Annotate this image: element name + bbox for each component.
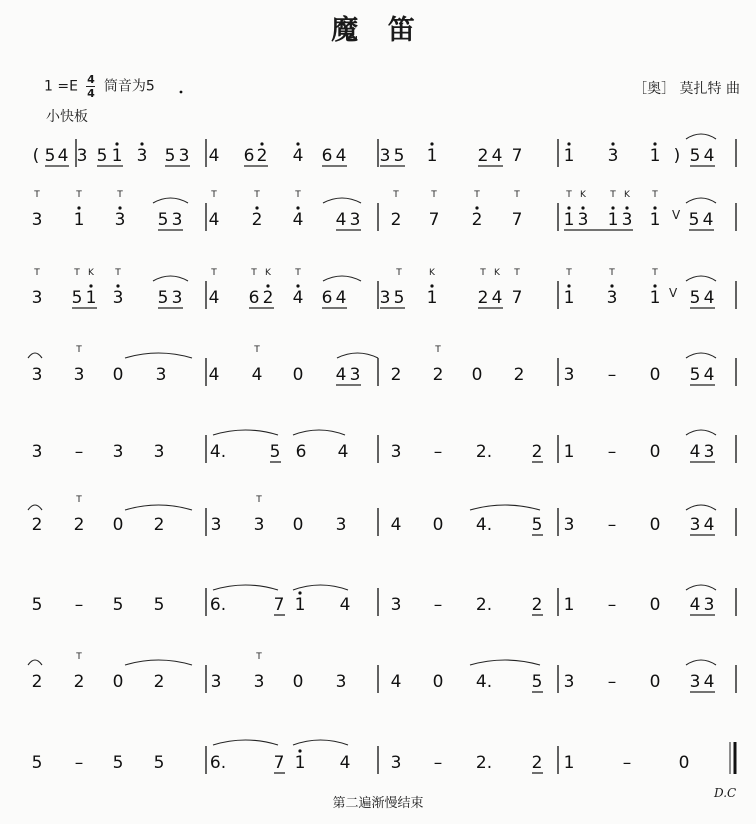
slur [28, 353, 42, 358]
technique-mark: T [435, 345, 441, 355]
octave-dot [581, 206, 584, 209]
technique-mark: T [76, 345, 82, 355]
technique-mark: T [566, 190, 572, 200]
note: 3 [136, 146, 148, 166]
technique-mark: T [251, 268, 257, 278]
note: 3 [335, 515, 347, 535]
technique-mark: T [211, 190, 217, 200]
technique-mark: T [480, 268, 486, 278]
note: 3 [607, 146, 619, 166]
slur [686, 430, 716, 435]
technique-mark: K [494, 268, 500, 278]
note: – [622, 753, 632, 773]
note: 2 [153, 515, 165, 535]
note: – [433, 442, 443, 462]
technique-mark: T [76, 190, 82, 200]
note: 3 [621, 210, 633, 230]
slur [323, 198, 361, 203]
note: 4 [339, 753, 351, 773]
note: 5 [153, 595, 165, 615]
slur [686, 353, 716, 358]
note: 5 [112, 753, 124, 773]
technique-mark: T [256, 652, 262, 662]
note: – [433, 753, 443, 773]
octave-dot [625, 206, 628, 209]
tempo-marking: 小快板 [46, 109, 88, 125]
octave-dot [115, 142, 118, 145]
note: 1 [607, 210, 619, 230]
note: 2 [262, 288, 274, 308]
note: – [74, 753, 84, 773]
technique-mark: T [295, 190, 301, 200]
technique-mark: T [474, 190, 480, 200]
note: 3 [563, 515, 575, 535]
slur [28, 505, 42, 510]
note: 7 [511, 210, 523, 230]
note: 1 [649, 146, 661, 166]
slur [153, 198, 188, 203]
note: 0 [649, 515, 661, 535]
note: – [607, 365, 617, 385]
slur [337, 353, 378, 358]
note: 2 [73, 515, 85, 535]
note: 0 [471, 365, 483, 385]
note: 5 [157, 288, 169, 308]
note: 3 [31, 442, 43, 462]
note: 4 [208, 365, 220, 385]
slur [686, 198, 716, 203]
note: ( [32, 146, 40, 166]
page-title: 魔 笛 [331, 15, 425, 46]
slur [686, 585, 716, 590]
note: 3 [253, 672, 265, 692]
note: 1 [426, 146, 438, 166]
slur [293, 585, 348, 590]
octave-dot [653, 142, 656, 145]
low-octave-dot [180, 91, 183, 94]
note: 3 [112, 442, 124, 462]
note: 4 [208, 288, 220, 308]
note: 3 [349, 365, 361, 385]
octave-dot [475, 206, 478, 209]
technique-mark: T [431, 190, 437, 200]
note: 0 [292, 515, 304, 535]
note: 3 [171, 288, 183, 308]
note: 1 [649, 210, 661, 230]
note: 5 [31, 595, 43, 615]
note: 5 [112, 595, 124, 615]
note: 5 [689, 288, 701, 308]
note: 6 [321, 146, 333, 166]
octave-dot [298, 591, 301, 594]
note: 1 [563, 595, 575, 615]
octave-dot [118, 206, 121, 209]
note: 5 [688, 210, 700, 230]
note: 4. [475, 515, 493, 535]
note: – [74, 595, 84, 615]
note: 1 [73, 210, 85, 230]
note: 4 [702, 210, 714, 230]
octave-dot [140, 142, 143, 145]
note: 3 [31, 365, 43, 385]
note: 3 [112, 288, 124, 308]
note: 5 [157, 210, 169, 230]
note: 3 [577, 210, 589, 230]
note: 3 [606, 288, 618, 308]
note: 5 [689, 365, 701, 385]
note: 4 [335, 146, 347, 166]
note: – [74, 442, 84, 462]
note: 1 [563, 753, 575, 773]
note: 4 [335, 365, 347, 385]
note: 1 [649, 288, 661, 308]
note: ) [673, 146, 681, 166]
note: 6 [248, 288, 260, 308]
note: 7 [428, 210, 440, 230]
note: 0 [678, 753, 690, 773]
note: 4 [703, 515, 715, 535]
fingering-note: 筒音为 [103, 78, 146, 95]
note: 2 [477, 146, 489, 166]
footer-instruction: 第二遍渐慢结束 [332, 796, 424, 811]
technique-mark: T [295, 268, 301, 278]
slur [213, 585, 278, 590]
octave-dot [296, 284, 299, 287]
octave-dot [611, 206, 614, 209]
note: 3 [31, 288, 43, 308]
note: 2. [475, 753, 493, 773]
note: 7 [511, 146, 523, 166]
octave-dot [116, 284, 119, 287]
note: 2 [432, 365, 444, 385]
note: 4 [689, 442, 701, 462]
note: 1 [294, 595, 306, 615]
technique-mark: T [211, 268, 217, 278]
note: 3 [178, 146, 190, 166]
note: 3 [349, 210, 361, 230]
note: 1 [85, 288, 97, 308]
note: 3 [390, 442, 402, 462]
technique-mark: T [393, 190, 399, 200]
note: 3 [114, 210, 126, 230]
note: 0 [649, 442, 661, 462]
note: 0 [292, 365, 304, 385]
note: 4 [251, 365, 263, 385]
octave-dot [296, 142, 299, 145]
note: 4 [335, 210, 347, 230]
slur [470, 660, 540, 665]
note: 4 [703, 672, 715, 692]
note: 1 [294, 753, 306, 773]
time-top: 4 [87, 73, 95, 86]
note: 3 [253, 515, 265, 535]
note: 0 [432, 515, 444, 535]
slur [470, 505, 540, 510]
note: 5 [71, 288, 83, 308]
key-prefix: 1 =E [44, 78, 78, 95]
technique-mark: K [88, 268, 94, 278]
slur [153, 276, 188, 281]
note: 7 [273, 753, 285, 773]
technique-mark: T [514, 268, 520, 278]
note: 5 [31, 753, 43, 773]
technique-mark: T [610, 190, 616, 200]
note: 4 [208, 146, 220, 166]
slur [125, 353, 192, 358]
note: 4 [703, 365, 715, 385]
note: 1 [111, 146, 123, 166]
technique-mark: T [34, 190, 40, 200]
note: 2 [531, 442, 543, 462]
note: 3 [73, 365, 85, 385]
technique-mark: T [115, 268, 121, 278]
note: 3 [379, 146, 391, 166]
note: 5 [153, 753, 165, 773]
note: 1 [563, 442, 575, 462]
note: 3 [335, 672, 347, 692]
note: 4 [703, 288, 715, 308]
octave-dot [611, 142, 614, 145]
octave-dot [567, 206, 570, 209]
slur [213, 430, 278, 435]
technique-mark: T [652, 268, 658, 278]
note: 0 [432, 672, 444, 692]
octave-dot [653, 206, 656, 209]
note: 1 [426, 288, 438, 308]
note: 5 [393, 146, 405, 166]
note: – [607, 672, 617, 692]
note: 5 [44, 146, 56, 166]
note: 4 [335, 288, 347, 308]
note: 5 [164, 146, 176, 166]
octave-dot [260, 142, 263, 145]
note: 2 [31, 515, 43, 535]
note: 3 [379, 288, 391, 308]
note: 5 [96, 146, 108, 166]
note: 5 [689, 146, 701, 166]
octave-dot [296, 206, 299, 209]
note: 3 [563, 672, 575, 692]
slur [28, 660, 42, 665]
technique-mark: T [34, 268, 40, 278]
note: 0 [649, 365, 661, 385]
note: 2 [251, 210, 263, 230]
note: 2 [256, 146, 268, 166]
note: – [433, 595, 443, 615]
octave-dot [430, 284, 433, 287]
note: 6 [321, 288, 333, 308]
breath-mark: V [672, 208, 681, 222]
note: 6 [295, 442, 307, 462]
octave-dot [567, 284, 570, 287]
note: 2 [390, 210, 402, 230]
note: 2 [390, 365, 402, 385]
note: 4. [209, 442, 227, 462]
octave-dot [77, 206, 80, 209]
note: 2. [475, 595, 493, 615]
note: 3 [563, 365, 575, 385]
note: 3 [76, 146, 88, 166]
octave-dot [266, 284, 269, 287]
note: 6. [209, 753, 227, 773]
note: 3 [210, 672, 222, 692]
slur [323, 276, 361, 281]
note: 4 [337, 442, 349, 462]
note: 4 [292, 288, 304, 308]
note: 6. [209, 595, 227, 615]
slur [686, 505, 716, 510]
technique-mark: T [254, 190, 260, 200]
note: 2 [477, 288, 489, 308]
technique-mark: T [514, 190, 520, 200]
note: 0 [292, 672, 304, 692]
note: 4 [390, 672, 402, 692]
note: 0 [112, 365, 124, 385]
note: 0 [649, 672, 661, 692]
note: 2 [513, 365, 525, 385]
technique-mark: T [117, 190, 123, 200]
note: 3 [703, 595, 715, 615]
note: 2 [531, 595, 543, 615]
technique-mark: T [76, 495, 82, 505]
note: 7 [511, 288, 523, 308]
note: 4 [491, 146, 503, 166]
note: 5 [531, 672, 543, 692]
breath-mark: V [669, 286, 678, 300]
note: 3 [31, 210, 43, 230]
note: 4 [208, 210, 220, 230]
slur [293, 740, 348, 745]
note: 5 [393, 288, 405, 308]
technique-mark: T [566, 268, 572, 278]
note: 3 [210, 515, 222, 535]
note: 2 [153, 672, 165, 692]
composer-credit: ［奥］ 莫扎特 曲 [633, 81, 740, 97]
note: 1 [563, 210, 575, 230]
note: 0 [112, 672, 124, 692]
note: 0 [649, 595, 661, 615]
note: – [607, 595, 617, 615]
note: 2 [31, 672, 43, 692]
slur [125, 505, 192, 510]
technique-mark: K [265, 268, 271, 278]
note: 0 [112, 515, 124, 535]
note: 4. [475, 672, 493, 692]
note: 6 [243, 146, 255, 166]
note: 3 [171, 210, 183, 230]
note: 1 [563, 146, 575, 166]
octave-dot [89, 284, 92, 287]
note: 4 [491, 288, 503, 308]
note: 5 [531, 515, 543, 535]
note: 1 [563, 288, 575, 308]
slur [125, 660, 192, 665]
technique-mark: K [624, 190, 630, 200]
octave-dot [653, 284, 656, 287]
note: 4 [57, 146, 69, 166]
dc-mark: D.C [714, 786, 737, 800]
note: 7 [273, 595, 285, 615]
note: 4 [390, 515, 402, 535]
fingering-pitch: 5 [145, 78, 155, 95]
note: 2 [73, 672, 85, 692]
note: 3 [703, 442, 715, 462]
note: 3 [689, 672, 701, 692]
note: 4 [339, 595, 351, 615]
slur [686, 660, 716, 665]
note: 3 [155, 365, 167, 385]
note: 5 [269, 442, 281, 462]
note: 3 [153, 442, 165, 462]
note: 3 [390, 753, 402, 773]
note: 4 [689, 595, 701, 615]
technique-mark: T [652, 190, 658, 200]
technique-mark: T [256, 495, 262, 505]
note: 4 [292, 146, 304, 166]
note: 4 [703, 146, 715, 166]
note: 2 [531, 753, 543, 773]
note: 3 [390, 595, 402, 615]
octave-dot [430, 142, 433, 145]
note: 3 [689, 515, 701, 535]
technique-mark: K [429, 268, 435, 278]
time-bottom: 4 [87, 87, 95, 100]
slur [213, 740, 278, 745]
note: – [607, 442, 617, 462]
technique-mark: T [254, 345, 260, 355]
slur [686, 134, 716, 139]
note: – [607, 515, 617, 535]
note: 2 [471, 210, 483, 230]
note: 4 [292, 210, 304, 230]
slur [686, 276, 716, 281]
note: 2. [475, 442, 493, 462]
technique-mark: T [609, 268, 615, 278]
octave-dot [298, 749, 301, 752]
octave-dot [255, 206, 258, 209]
technique-mark: T [74, 268, 80, 278]
technique-mark: T [76, 652, 82, 662]
technique-mark: T [396, 268, 402, 278]
slur [293, 430, 345, 435]
technique-mark: K [580, 190, 586, 200]
octave-dot [610, 284, 613, 287]
octave-dot [567, 142, 570, 145]
